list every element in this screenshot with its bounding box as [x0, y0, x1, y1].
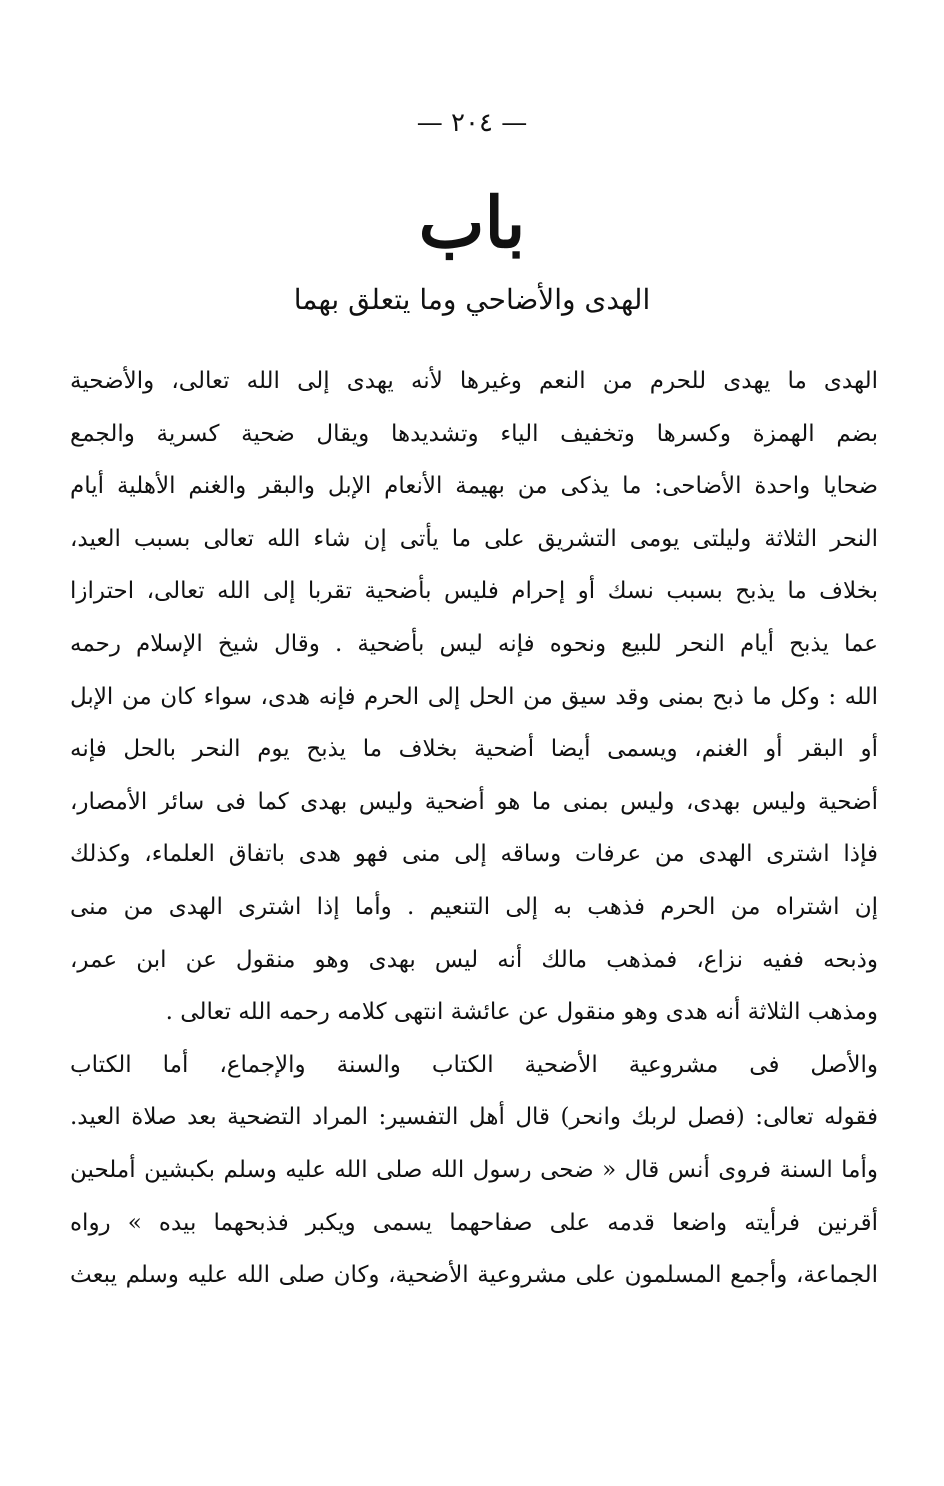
text-line: إن اشتراه من الحرم فذهب به إلى التنعيم . وأما إذا اشترى الهدى من منى [70, 893, 878, 920]
text-line: أضحية وليس بهدى، وليس بمنى ما هو أضحية وليس بهدى كما فى سائر الأمصار، [70, 788, 878, 815]
text-line: الجماعة، وأجمع المسلمون على مشروعية الأضحية، وكان صلى الله عليه وسلم يبعث [70, 1262, 878, 1289]
text-line: بخلاف ما يذبح بسبب نسك أو إحرام فليس بأضحية تقربا إلى الله تعالى، احترازا [70, 578, 878, 605]
text-line: الهدى ما يهدى للحرم من النعم وغيرها لأنه يهدى إلى الله تعالى، والأضحية [70, 368, 878, 394]
text-line: ضحايا واحدة الأضاحى: ما يذكى من بهيمة الأنعام الإبل والبقر والغنم الأهلية أيام [70, 473, 878, 500]
text-line: الله : وكل ما ذبح بمنى وقد سيق من الحل إلى الحرم فإنه هدى، سواء كان من الإبل [70, 683, 878, 710]
chapter-subtitle: الهدى والأضاحي وما يتعلق بهما [293, 283, 651, 316]
text-line: وأما السنة فروى أنس قال « ضحى رسول الله صلى الله عليه وسلم بكبشين أملحين [70, 1156, 878, 1183]
text-line: أو البقر أو الغنم، ويسمى أيضا أضحية بخلاف ما يذبح يوم النحر بالحل فإنه [70, 736, 878, 763]
text-line: وذبحه ففيه نزاع، فمذهب مالك أنه ليس بهدى وهو منقول عن ابن عمر، [70, 946, 878, 973]
text-line: فإذا اشترى الهدى من عرفات وساقه إلى منى فهو هدى باتفاق العلماء، وكذلك [70, 841, 878, 868]
text-line: والأصل فى مشروعية الأضحية الكتاب والسنة والإجماع، أما الكتاب [70, 1051, 878, 1078]
text-line: النحر الثلاثة وليلتى يومى التشريق على ما يأتى إن شاء الله تعالى بسبب العيد، [70, 525, 878, 552]
text-line: فقوله تعالى: (فصل لربك وانحر) قال أهل التفسير: المراد التضحية بعد صلاة العيد. [70, 1104, 878, 1131]
page-number: — ٢٠٤ — [416, 108, 528, 138]
text-line: بضم الهمزة وكسرها وتخفيف الياء وتشديدها ويقال ضحية كسرية والجمع [70, 420, 878, 447]
text-line: ومذهب الثلاثة أنه هدى وهو منقول عن عائشة انتهى كلامه رحمه الله تعالى . [165, 999, 878, 1026]
text-line: عما يذبح أيام النحر للبيع ونحوه فإنه ليس بأضحية . وقال شيخ الإسلام رحمه [70, 630, 878, 657]
text-line: أقرنين فرأيته واضعا قدمه على صفاحهما يسمى ويكبر فذبحهما بيده » رواه [70, 1209, 878, 1236]
body-text [70, 355, 878, 1302]
chapter-title: باب [418, 181, 526, 264]
